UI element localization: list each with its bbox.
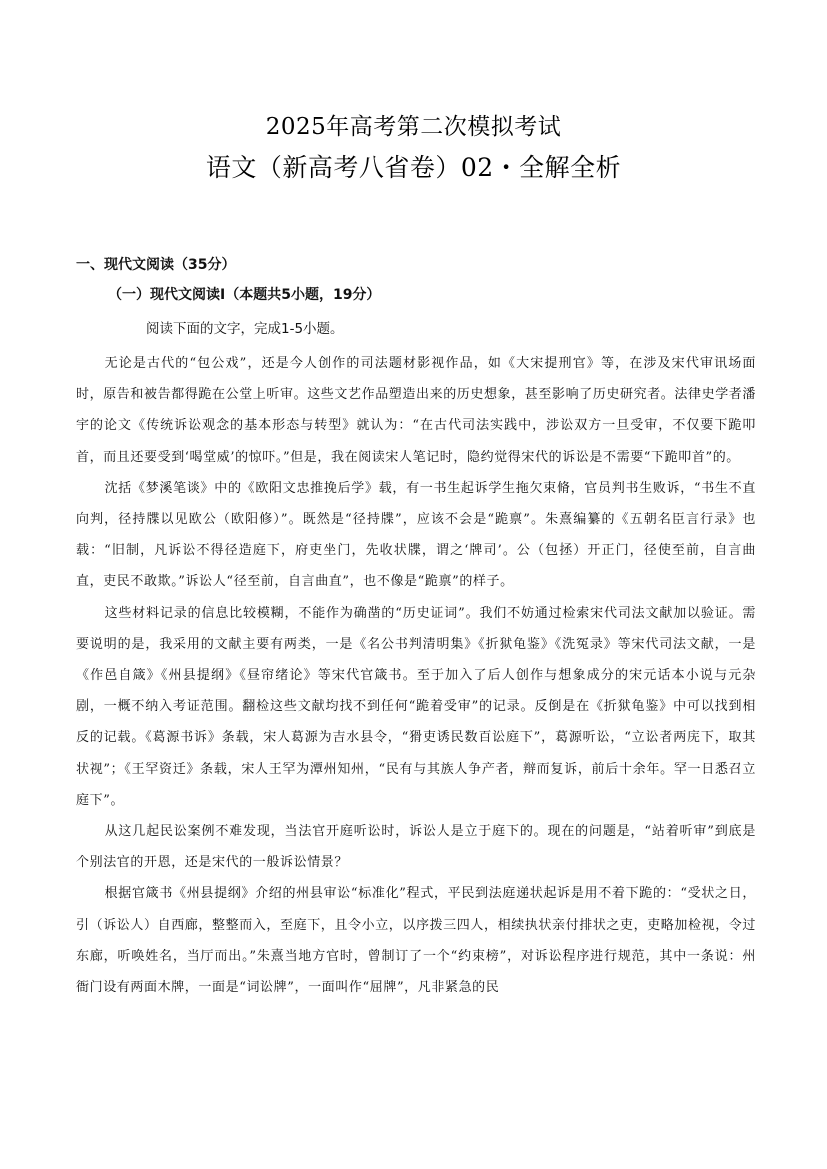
passage-paragraph: 这些材料记录的信息比较模糊，不能作为确凿的“历史证词”。我们不妨通过检索宋代司法文献加以验证。需要说明的是，我采用的文献主要有两类，一是《名公书判清明集》《折狱龟鉴》《洗冤录》等宋代司法文献，一是《作邑自箴》《州县提纲》《昼帘绪论》等宋代官箴书。至于加入了后人创作与想象成分的宋元话本小说与元杂剧，一概不纳入考证范围。翻检这些文献均找不到任何“跪着受审”的记录。反倒是在《折狱龟鉴》中可以找到相反的记载。《葛源书诉》条载，宋人葛源为吉水县令，“猾吏诱民数百讼庭下”，葛源听讼，“立讼者两庑下，取其状视”；《王罕资迁》条载，宋人王罕为潭州知州，“民有与其族人争产者，辩而复诉，前后十余年。罕一日悉召立庭下”。: [76, 605, 756, 808]
passage-paragraph: 沈括《梦溪笔谈》中的《欧阳文忠推挽后学》载，有一书生起诉学生拖欠束脩，官员判书生败诉，“书生不直向判，径持牒以见欧公（欧阳修）”。既然是“径持牒”，应该不会是“跪禀”。朱熹编纂的《五朝名臣言行录》也载：“旧制，凡诉讼不得径造庭下，府吏坐门，先收状牒，谓之‘牌司’。公（包拯）开正门，径使至前，自言曲直，吏民不敢欺。”诉讼人“径至前，自言曲直”，也不像是“跪禀”的样子。: [76, 480, 756, 590]
section-heading: 一、现代文阅读（35分）: [76, 257, 236, 273]
document-subtitle: 语文（新高考八省卷）02・全解全析: [205, 153, 622, 182]
passage-paragraph: 从这几起民讼案例不难发现，当法官开庭听讼时，诉讼人是立于庭下的。现在的问题是，“站着听审”到底是个别法官的开恩，还是宋代的一般诉讼情景？: [76, 824, 756, 871]
passage-paragraph: 无论是古代的“包公戏”，还是今人创作的司法题材影视作品，如《大宋提刑官》等，在涉及宋代审讯场面时，原告和被告都得跪在公堂上听审。这些文艺作品塑造出来的历史想象，甚至影响了历史研究者。法律史学者潘宇的论文《传统诉讼观念的基本形态与转型》就认为：“在古代司法实践中，涉讼双方一旦受审，不仅要下跪叩首，而且还要受到‘喝堂威’的惊吓。”但是，我在阅读宋人笔记时，隐约觉得宋代的诉讼是不需要“下跪叩首”的。: [76, 356, 757, 465]
passage-paragraph: 根据官箴书《州县提纲》介绍的州县审讼“标准化”程式，平民到法庭递状起诉是用不着下跪的：“受状之日，引（诉讼人）自西廊，整整而入，至庭下，且令小立，以序拨三四人，相续执状亲付排状之吏，吏略加检视，令过东廊，听唤姓名，当厅而出。”朱熹当地方官时，曾制订了一个“约束榜”，对诉讼程序进行规范，其中一条说：州衙门设有两面木牌，一面是“词讼牌”，一面叫作“屈牌”，凡非紧急的民: [76, 886, 757, 996]
subsection-heading: （一）现代文阅读Ⅰ（本题共5小题，19分）: [108, 287, 381, 303]
document-title: 2025年高考第二次模拟考试: [265, 114, 562, 140]
reading-instruction: 阅读下面的文字，完成1-5小题。: [146, 321, 344, 337]
passage-body: [76, 348, 756, 1003]
